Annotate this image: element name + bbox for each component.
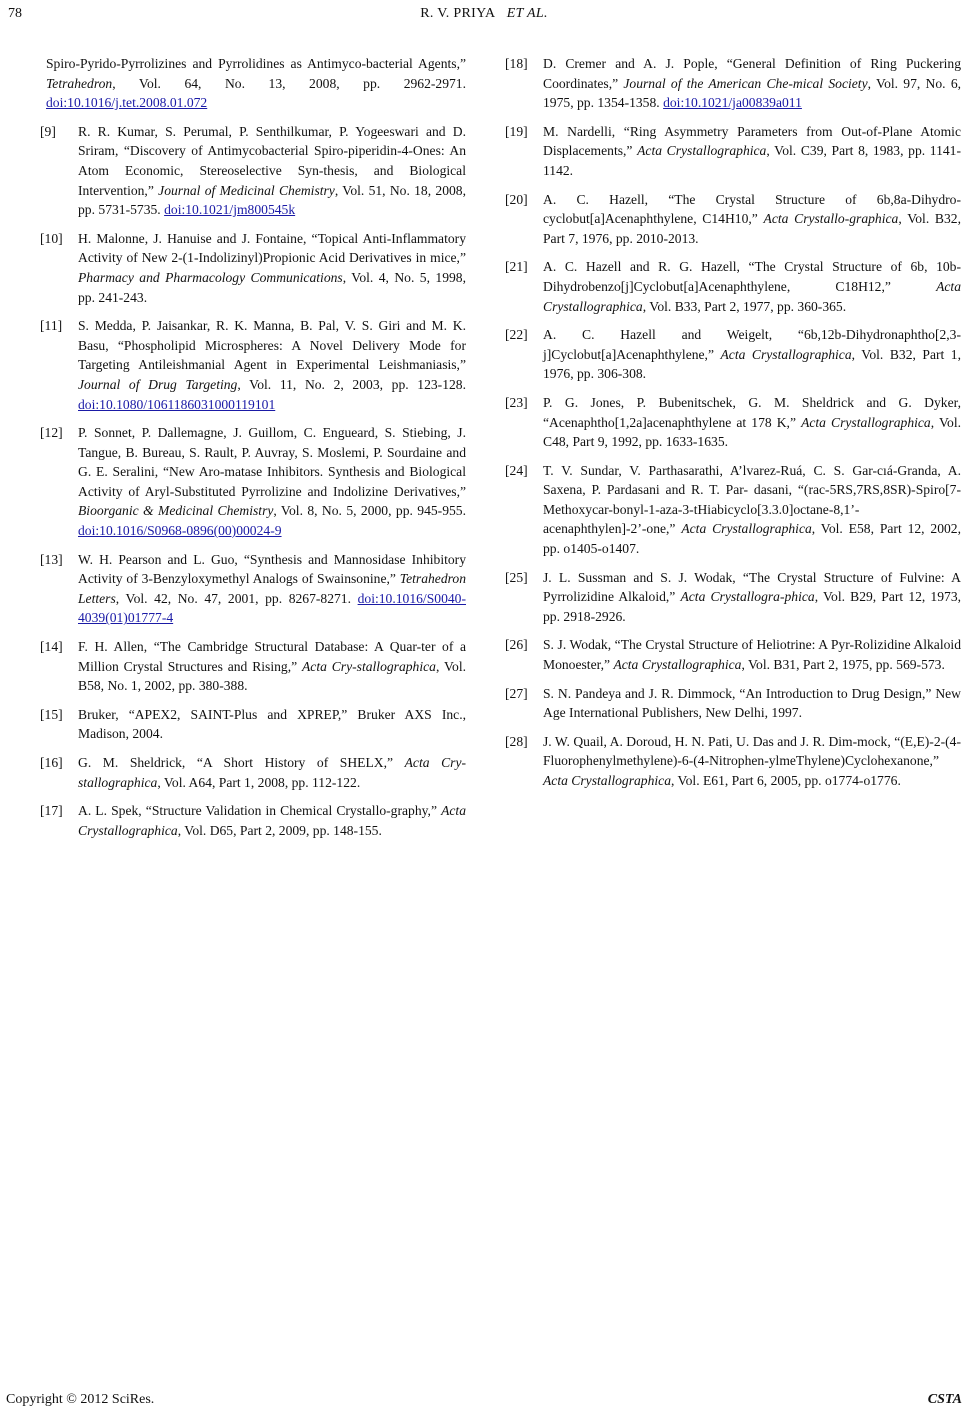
reference-journal: Tetrahedron Letters	[78, 571, 466, 606]
running-head-author: R. V. PRIYA	[420, 6, 496, 21]
left-column	[40, 54, 466, 849]
reference-text: D. Cremer and A. J. Pople, “General Definition of Ring Puckering Coordinates,”	[543, 56, 961, 91]
reference-item	[40, 229, 466, 307]
running-head	[0, 4, 968, 24]
reference-journal: Acta Cry-stallographica	[301, 658, 436, 674]
reference-text: P. Sonnet, P. Dallemagne, J. Guillom, C. Engueard, S. Stiebing, J. Tangue, B. Bureau, S. Rault, P. Auvray, S. Moslemi, P. Sourdaine and G. E. Seralini, “New Aro-matase Inhibitors. Synthesis and Biological Activity of Aryl-Substituted Pyrrolizine and Indolizine Derivatives,”	[78, 425, 466, 499]
reference-details: , Vol. E58, Part 12, 2002, pp. o1405-o1407.	[543, 521, 961, 557]
reference-text: T. V. Sundar, V. Parthasarathi, A’lvarez-Ruá, C. S. Gar-cıá-Granda, A. Saxena, P. Pardasani and R. T. Par- dasani, “(rac-5RS,7RS,8SR)-Spiro[7-Methoxycar-bonyl-1-aza-3-tHiabicyclo[3.3.0]octane-8,1’-acenaphthylen]-2’-one,”	[543, 462, 961, 537]
reference-item	[40, 753, 466, 792]
reference-text: S. J. Wodak, “The Crystal Structure of Heliotrine: A Pyr-Rolizidine Alkaloid Monoester,”	[543, 637, 961, 673]
doi-link[interactable]: doi:10.1016/j.tet.2008.01.072	[46, 95, 208, 111]
reference-number: [16]	[40, 755, 63, 770]
reference-journal: Tetrahedron	[46, 75, 113, 91]
reference-item	[40, 705, 466, 744]
doi-link[interactable]: doi:10.1016/S0968-0896(00)00024-9	[78, 523, 282, 539]
reference-text: A. C. Hazell and R. G. Hazell, “The Crystal Structure of 6b, 10b-Dihydrobenzo[j]Cyclobut[a]Acenaphthylene, C18H12,”	[543, 259, 961, 294]
reference-item	[40, 54, 466, 113]
reference-item	[40, 423, 466, 541]
reference-journal: Journal of the American Che-mical Society	[623, 75, 868, 91]
reference-text: A. C. Hazell, “The Crystal Structure of 6b,8a-Dihydro-cyclobut[a]Acenaphthylene, C14H10,”	[543, 191, 961, 227]
reference-details: , Vol. 97, No. 6, 1975, pp. 1354-1358.	[543, 75, 962, 111]
reference-journal: Journal of Medicinal Chemistry	[158, 182, 335, 198]
doi-link[interactable]: doi:10.1080/1061186031000119101	[78, 396, 276, 412]
reference-details: , Vol. B32, Part 1, 1976, pp. 306-308.	[543, 346, 962, 382]
reference-text: Bruker, “APEX2, SAINT-Plus and XPREP,” Bruker AXS Inc., Madison, 2004.	[78, 706, 466, 742]
reference-journal: Bioorganic & Medicinal Chemistry	[78, 503, 274, 519]
reference-details: , Vol. B29, Part 12, 1973, pp. 2918-2926.	[543, 589, 962, 624]
reference-text: F. H. Allen, “The Cambridge Structural Database: A Quar-ter of a Million Crystal Structures and Rising,”	[78, 639, 466, 674]
reference-item	[505, 393, 961, 452]
journal-abbreviation: CSTA	[927, 1392, 962, 1407]
reference-details: , Vol. D65, Part 2, 2009, pp. 148-155.	[177, 822, 382, 838]
reference-journal: Acta Crystallogra-phica	[680, 589, 815, 605]
copyright-notice: Copyright © 2012 SciRes.	[6, 1392, 155, 1407]
reference-details: , Vol. C39, Part 8, 1983, pp. 1141-1142.	[543, 143, 961, 178]
reference-item	[505, 461, 961, 559]
reference-number: [27]	[505, 685, 528, 701]
reference-text: P. G. Jones, P. Bubenitschek, G. M. Sheldrick and G. Dyker, “Acenaphtho[1,2a]acenaphthylene at 178 K,”	[543, 394, 961, 430]
reference-number: [12]	[40, 425, 63, 441]
reference-number: [20]	[505, 191, 528, 207]
reference-number: [18]	[505, 56, 528, 71]
reference-item	[505, 568, 961, 627]
reference-details: , Vol. B31, Part 2, 1975, pp. 569-573.	[741, 657, 945, 673]
reference-journal: Acta Cry-stallographica	[78, 755, 467, 790]
reference-number: [10]	[40, 230, 63, 246]
reference-number: [13]	[40, 551, 63, 567]
reference-journal: Acta Crystallographica	[681, 521, 812, 537]
reference-text: R. R. Kumar, S. Perumal, P. Senthilkumar, P. Yogeeswari and D. Sriram, “Discovery of Antimycobacterial Spiro-piperidin-4-Ones: An Atom Economic, Stereoselective Syn-thesis, and Biological Intervention,”	[78, 123, 466, 198]
reference-journal: Pharmacy and Pharmacology Communications	[78, 269, 343, 285]
reference-item	[505, 122, 961, 181]
reference-journal: Acta Crystallographica	[613, 657, 742, 673]
reference-journal: Acta Crystallographica	[78, 803, 466, 838]
reference-journal: Acta Crystallo-graphica	[763, 211, 899, 227]
reference-text: S. Medda, P. Jaisankar, R. K. Manna, B. Pal, V. S. Giri and M. K. Basu, “Phospholipid Microspheres: A Novel Delivery Mode for Targeting Antileishmanial Agent in Experimental Leishmaniasis,”	[78, 318, 466, 373]
reference-text: M. Nardelli, “Ring Asymmetry Parameters from Out-of-Plane Atomic Displacements,”	[543, 123, 961, 159]
reference-journal: Acta Crystallographica	[543, 278, 961, 314]
reference-journal: Acta Crystallographica	[720, 346, 852, 362]
reference-text: H. Malonne, J. Hanuise and J. Fontaine, “Topical Anti-Inflammatory Activity of New 2-(1-Indolizinyl)Propionic Acid Derivatives in mice,”	[78, 230, 466, 266]
reference-number: [21]	[505, 259, 528, 275]
reference-journal: Acta Crystallographica	[801, 414, 931, 430]
page-number: 78	[8, 6, 22, 21]
reference-number: [25]	[505, 569, 528, 585]
reference-text: J. W. Quail, A. Doroud, H. N. Pati, U. Das and J. R. Dim-mock, “(E,E)-2-(4-Fluorophenylmethylene)-6-(4-Nitrophen-ylmeThylene)Cyclohexanone,”	[543, 733, 961, 769]
reference-text: Spiro-Pyrido-Pyrrolizines and Pyrrolidines as Antimyco-bacterial Agents,”	[46, 56, 466, 71]
reference-number: [24]	[505, 462, 528, 478]
reference-number: [14]	[40, 639, 63, 655]
reference-details: , Vol. E61, Part 6, 2005, pp. o1774-o1776.	[671, 773, 901, 788]
page-header	[0, 4, 968, 26]
reference-item	[40, 801, 466, 840]
reference-item	[505, 257, 961, 316]
reference-text: W. H. Pearson and L. Guo, “Synthesis and Mannosidase Inhibitory Activity of 3-Benzyloxymethyl Analogs of Swainsonine,”	[78, 551, 466, 587]
reference-item	[505, 732, 961, 791]
reference-text: J. L. Sussman and S. J. Wodak, “The Crystal Structure of Fulvine: A Pyrrolizidine Alkaloid,”	[543, 569, 961, 605]
reference-details: , Vol. 64, No. 13, 2008, pp. 2962-2971.	[112, 75, 466, 91]
reference-details: , Vol. 4, No. 5, 1998, pp. 241-243.	[78, 269, 466, 305]
reference-item	[505, 684, 961, 723]
reference-number: [28]	[505, 733, 528, 749]
reference-details: , Vol. A64, Part 1, 2008, pp. 112-122.	[157, 774, 361, 790]
reference-journal: Journal of Drug Targeting	[78, 376, 238, 392]
reference-journal: Acta Crystallographica	[637, 143, 767, 159]
reference-number: [17]	[40, 803, 63, 819]
reference-number: [15]	[40, 706, 63, 722]
running-head-etal: ET AL.	[506, 6, 548, 21]
reference-item	[40, 316, 466, 414]
reference-number: [9]	[40, 123, 56, 139]
reference-text: A. C. Hazell and Weigelt, “6b,12b-Dihydronaphtho[2,3-j]Cyclobut[a]Acenaphthylene,”	[543, 327, 961, 362]
doi-link[interactable]: doi:10.1021/jm800545k	[164, 202, 296, 218]
reference-item	[505, 190, 961, 249]
reference-number: [11]	[40, 318, 63, 334]
reference-item	[40, 550, 466, 628]
page-footer	[0, 1390, 968, 1412]
reference-details: , Vol. C48, Part 9, 1992, pp. 1633-1635.	[543, 414, 961, 450]
reference-item	[40, 122, 466, 220]
reference-text: G. M. Sheldrick, “A Short History of SHELX,”	[78, 755, 405, 770]
reference-details: , Vol. B33, Part 2, 1977, pp. 360-365.	[642, 298, 847, 314]
reference-item	[505, 635, 961, 674]
reference-details: , Vol. B32, Part 7, 1976, pp. 2010-2013.	[543, 211, 961, 246]
reference-details: , Vol. 42, No. 47, 2001, pp. 8267-8271.	[115, 590, 358, 606]
reference-number: [26]	[505, 637, 528, 653]
reference-details: , Vol. 11, No. 2, 2003, pp. 123-128.	[237, 376, 466, 392]
reference-number: [22]	[505, 327, 528, 343]
reference-number: [19]	[505, 123, 528, 139]
doi-link[interactable]: doi:10.1021/ja00839a011	[663, 95, 802, 111]
reference-journal: Acta Crystallographica	[543, 773, 671, 788]
doi-link[interactable]: doi:10.1016/S0040-4039(01)01777-4	[78, 590, 466, 626]
reference-item	[505, 54, 961, 113]
reference-text: A. L. Spek, “Structure Validation in Chemical Crystallo-graphy,”	[78, 803, 442, 819]
reference-item	[505, 325, 961, 384]
reference-details: , Vol. 51, No. 18, 2008, pp. 5731-5735.	[78, 182, 466, 218]
reference-number: [23]	[505, 394, 528, 410]
right-column	[505, 54, 961, 800]
reference-text: S. N. Pandeya and J. R. Dimmock, “An Introduction to Drug Design,” New Age International Publishers, New Delhi, 1997.	[543, 685, 961, 721]
reference-details: , Vol. B58, No. 1, 2002, pp. 380-388.	[78, 658, 467, 694]
reference-item	[40, 637, 466, 696]
reference-details: , Vol. 8, No. 5, 2000, pp. 945-955.	[273, 503, 466, 519]
